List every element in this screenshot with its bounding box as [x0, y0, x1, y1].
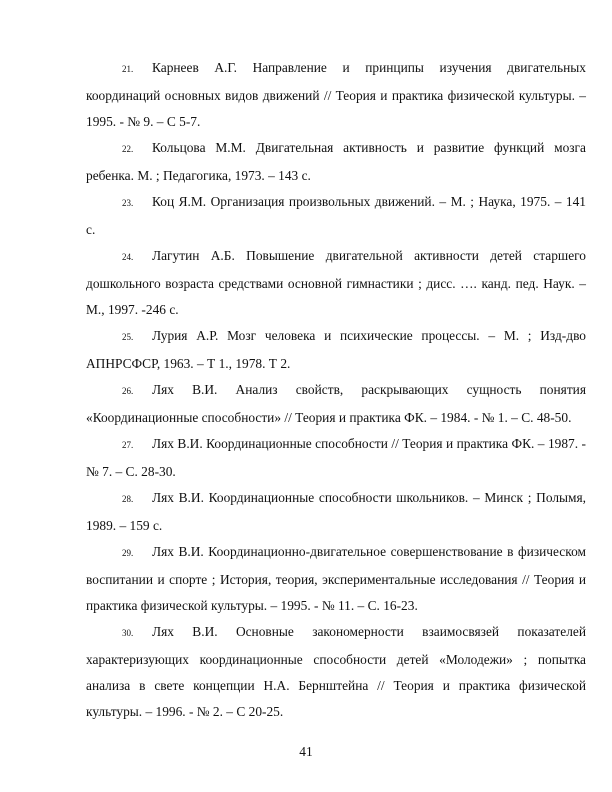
- reference-number: 26.: [122, 386, 134, 397]
- reference-number: 24.: [122, 252, 134, 263]
- page-number: 41: [299, 744, 313, 759]
- reference-item: [86, 243, 586, 322]
- reference-text: Лагутин А.Б. Повышение двигательной активности детей старшего дошкольного возраста средствами основной гимнастики ; дисс. …. канд. пед. Наук. – М., 1997. -246 с.: [86, 248, 586, 317]
- reference-number: 29.: [122, 548, 134, 559]
- reference-item: [86, 189, 586, 243]
- reference-number: 30.: [122, 628, 134, 639]
- reference-text: Коц Я.М. Организация произвольных движений. – М. ; Наука, 1975. – 141 с.: [86, 193, 586, 237]
- reference-item: [86, 323, 586, 377]
- reference-number: 27.: [122, 440, 134, 451]
- reference-text: Лях В.И. Координационные способности // Теория и практика ФК. – 1987. - № 7. – С. 28-30.: [86, 436, 586, 479]
- reference-text: Лях В.И. Анализ свойств, раскрывающих сущность понятия «Координационные способности» // Теория и практика ФК. – 1984. - № 1. – С. 48-50.: [86, 382, 586, 425]
- reference-item: [86, 135, 586, 189]
- reference-item: [86, 55, 586, 134]
- reference-text: Карнеев А.Г. Направление и принципы изучения двигательных координаций основных видов движений // Теория и практика физической культуры. – 1995. - № 9. – С 5-7.: [86, 60, 586, 129]
- reference-item: [86, 377, 586, 431]
- reference-number: 28.: [122, 494, 134, 505]
- reference-number: 23.: [122, 197, 134, 208]
- reference-list: [86, 55, 586, 725]
- reference-text: Лях В.И. Координационные способности школьников. – Минск ; Полымя, 1989. – 159 с.: [86, 490, 586, 534]
- reference-item: [86, 485, 586, 539]
- reference-number: 22.: [122, 143, 134, 154]
- reference-item: [86, 619, 586, 724]
- reference-text: Кольцова М.М. Двигательная активность и развитие функций мозга ребенка. М. ; Педагогика, 1973. – 143 с.: [86, 139, 586, 183]
- reference-text: Лях В.И. Координационно-двигательное совершенствование в физическом воспитании и спорте ; История, теория, экспериментальные исследования // Теория и практика физической культуры. – 1995. - № 11. – С. 16-23.: [86, 544, 586, 613]
- reference-item: [86, 539, 586, 618]
- reference-number: 25.: [122, 331, 134, 342]
- reference-item: [86, 431, 586, 485]
- reference-text: Лях В.И. Основные закономерности взаимосвязей показателей характеризующих координационные способности детей «Молодежи» ; попытка анализа в свете концепции Н.А. Бернштейна // Теория и практика физической культуры. – 1996. - № 2. – С 20-25.: [86, 624, 586, 719]
- reference-number: 21.: [122, 64, 134, 74]
- reference-text: Лурия А.Р. Мозг человека и психические процессы. – М. ; Изд-дво АПНРСФСР, 1963. – Т 1., 1978. Т 2.: [86, 327, 586, 371]
